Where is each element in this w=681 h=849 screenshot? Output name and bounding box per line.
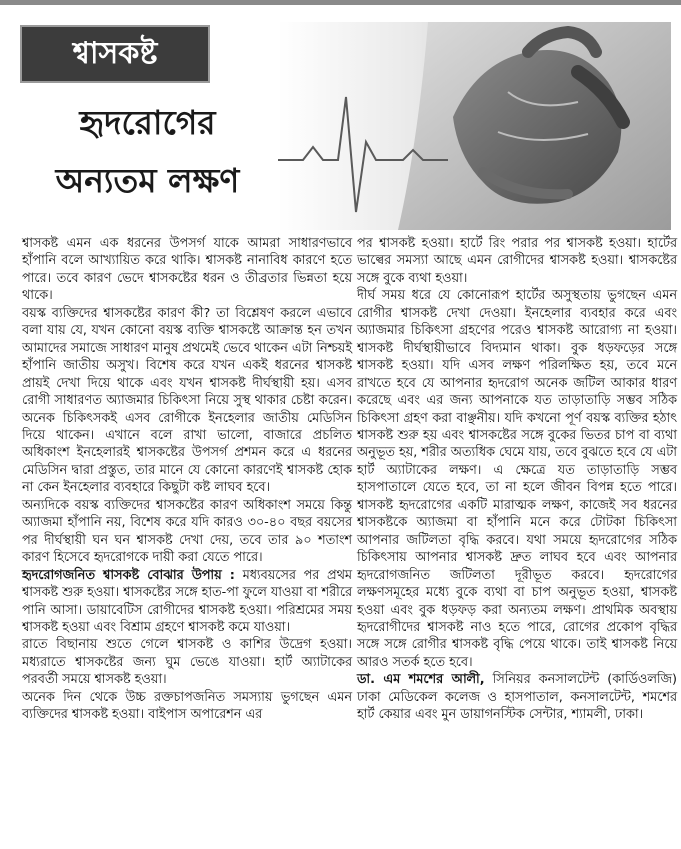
- paragraph: বয়স্ক ব্যক্তিদের শ্বাসকষ্টের কারণ কী? তা বিশ্লেষণ করলে এভাবে বলা যায় যে, যখন কোনো বয়স্ক ব্যক্তি শ্বাসকষ্টে আক্রান্ত হন তখন আমাদের সমাজে সাধারণ মানুষ প্রথমেই ভেবে থাকেন এটা নিশ্চয়ই হাঁপানি জাতীয় অসুখ। বিশেষ করে যখন একই ধরনের শ্বাসকষ্ট প্রায়ই দেখা দিয়ে থাকে এবং যখন শ্বাসকষ্ট দীর্ঘস্থায়ী হয়। এসব রোগী সাধারণত অ্যাজমার চিকিৎসা নিয়ে সুস্থ থাকার চেষ্টা করেন। অনেক চিকিৎসকই এসব রোগীকে ইনহেলার জাতীয় মেডিসিন দিয়ে থাকেন। এখানে বলে রাখা ভালো, বাজারে প্রচলিত অধিকাংশ ইনহেলারই শ্বাসকষ্টের উপসর্গ প্রশমন করে এ ধরনের মেডিসিন দ্বারা প্রস্তুত, তার মানে যে কোনো কারণেই শ্বাসকষ্ট হোক না কেন ইনহেলার ব্যবহারে কিছুটা কষ্ট লাঘব হবে।: [22, 305, 352, 496]
- author-credit: [357, 671, 677, 723]
- author-name: ডা. এম শমশের আলী,: [357, 672, 485, 688]
- paragraph: অন্যদিকে বয়স্ক ব্যক্তিদের শ্বাসকষ্টের কারণ অধিকাংশ সময়ে কিন্তু অ্যাজমা হাঁপানি নয়, বিশেষ করে যদি কারও ৩০-৪০ বছর বয়সের পর দীর্ঘস্থায়ী ঘন ঘন শ্বাসকষ্ট দেখা দেয়, তবে তার ৯০ শতাংশ কারণ হিসেবে হৃদরোগকে দায়ী করা যেতে পারে।: [22, 497, 352, 566]
- section-tag-label: শ্বাসকষ্ট: [72, 35, 158, 71]
- paragraph: পর শ্বাসকষ্ট হওয়া। হার্টে রিং পরার পর শ্বাসকষ্ট হওয়া। হার্টের ভাল্বের সমস্যা আছে এমন রোগীদের শ্বাসকষ্ট হওয়া। শ্বাসকষ্টের সঙ্গে বুকে ব্যথা হওয়া।: [357, 236, 677, 286]
- headline-line-2: অন্যতম লক্ষণ: [55, 161, 240, 200]
- article-column-right: [357, 235, 677, 724]
- section-tag: [20, 25, 210, 83]
- article-header: [0, 5, 681, 230]
- subheading: হৃদরোগজনিত শ্বাসকষ্ট বোঝার উপায় :: [22, 567, 235, 583]
- author-details: সিনিয়র কনসালটেন্ট (কার্ডিওলজি) ঢাকা মেডিকেল কলেজ ও হাসপাতাল, কনসালটেন্ট, শমশের হার্ট কেয়ার এবং মুন ডায়াগনস্টিক সেন্টার, শ্যামলী, ঢাকা।: [357, 672, 677, 723]
- chest-pain-photo: [278, 22, 671, 230]
- paragraph: দীর্ঘ সময় ধরে যে কোনোরূপ হার্টের অসুস্থতায় ভুগছেন এমন রোগীর শ্বাসকষ্ট দেখা দেওয়া। ইনহেলার ব্যবহার করে এবং অ্যাজমার চিকিৎসা গ্রহণের পরেও শ্বাসকষ্ট আরোগ্য না হওয়া। শ্বাসকষ্ট দীর্ঘস্থায়ীভাবে বিদ্যমান থাকা। বুক ধড়ফড়ের সঙ্গে শ্বাসকষ্ট হওয়া। যদি এসব লক্ষণ পরিলক্ষিত হয়, তবে মনে রাখতে হবে যে আপনার হৃদরোগ অনেক জটিল আকার ধারণ করেছে এবং এর জন্য আপনাকে যত তাড়াতাড়ি সম্ভব সঠিক চিকিৎসা গ্রহণ করা বাঞ্ছনীয়। যদি কখনো পূর্ণ বয়স্ক ব্যক্তির হঠাৎ শ্বাসকষ্ট শুরু হয় এবং শ্বাসকষ্টের সঙ্গে বুকের ভিতর চাপ বা ব্যথা অনুভূত হয়, শরীর অত্যধিক ঘেমে যায়, তবে বুঝতে হবে যে এটা হার্ট অ্যাটাকের লক্ষণ। এ ক্ষেত্রে যত তাড়াতাড়ি সম্ভব হাসপাতালে যেতে হবে, তা না হলে জীবন বিপন্ন হতে পারে। শ্বাসকষ্ট হৃদরোগের একটি মারাত্মক লক্ষণ, কাজেই সব ধরনের শ্বাসকষ্টকে অ্যাজমা বা হাঁপানি মনে করে টোটকা চিকিৎসা আপনার জটিলতা বৃদ্ধি করবে। যথা সময়ে হৃদরোগের সঠিক চিকিৎসায় আপনার শ্বাসকষ্ট দ্রুত লাঘব হবে এবং আপনার হৃদরোগজনিত জটিলতা দূরীভূত করবে। হৃদরোগের লক্ষণসমূহের মধ্যে বুকে ব্যথা বা চাপ অনুভূত হওয়া, শ্বাসকষ্ট হওয়া এবং বুক ধড়ফড় করা অন্যতম লক্ষণ। প্রাথমিক অবস্থায় হৃদরোগীদের শ্বাসকষ্ট নাও হতে পারে, রোগের প্রকোপ বৃদ্ধির সঙ্গে সঙ্গে রোগীর শ্বাসকষ্ট বৃদ্ধি পেয়ে থাকে। তাই শ্বাসকষ্ট নিয়ে আরও সতর্ক হতে হবে।: [357, 288, 677, 670]
- headline-line-1: হৃদরোগের: [79, 103, 216, 142]
- paragraph: রাতে বিছানায় শুতে গেলে শ্বাসকষ্ট ও কাশির উদ্রেগ হওয়া। মধ্যরাতে শ্বাসকষ্টের জন্য ঘুম ভেঙে যাওয়া। হার্ট অ্যাটাকের পরবর্তী সময়ে শ্বাসকষ্ট হওয়া।: [22, 637, 352, 688]
- paragraph: [22, 567, 352, 637]
- paragraph-text: মধ্যবয়সের পর প্রথম শ্বাসকষ্ট শুরু হওয়া। শ্বাসকষ্টের সঙ্গে হাত-পা ফুলে যাওয়া বা শরীরে পানি আসা। ডায়াবেটিস রোগীদের শ্বাসকষ্ট হওয়া। পরিশ্রমের সময় শ্বাসকষ্ট হওয়া এবং বিশ্রাম গ্রহণে শ্বাসকষ্ট কমে যাওয়া।: [22, 567, 352, 635]
- paragraph: অনেক দিন থেকে উচ্চ রক্তচাপজনিত সমস্যায় ভুগছেন এমন ব্যক্তিদের শ্বাসকষ্ট হওয়া। বাইপাস অপারেশন এর: [22, 689, 352, 723]
- paragraph: শ্বাসকষ্ট এমন এক ধরনের উপসর্গ যাকে আমরা সাধারণভাবে হাঁপানি বলে আখ্যায়িত করে থাকি। শ্বাসকষ্ট নানাবিধ কারণে হতে পারে। তবে কারণ ভেদে শ্বাসকষ্টের ধরন ও তীব্রতার ভিন্নতা হয়ে থাকে।: [22, 236, 352, 304]
- article-column-left: [22, 235, 352, 724]
